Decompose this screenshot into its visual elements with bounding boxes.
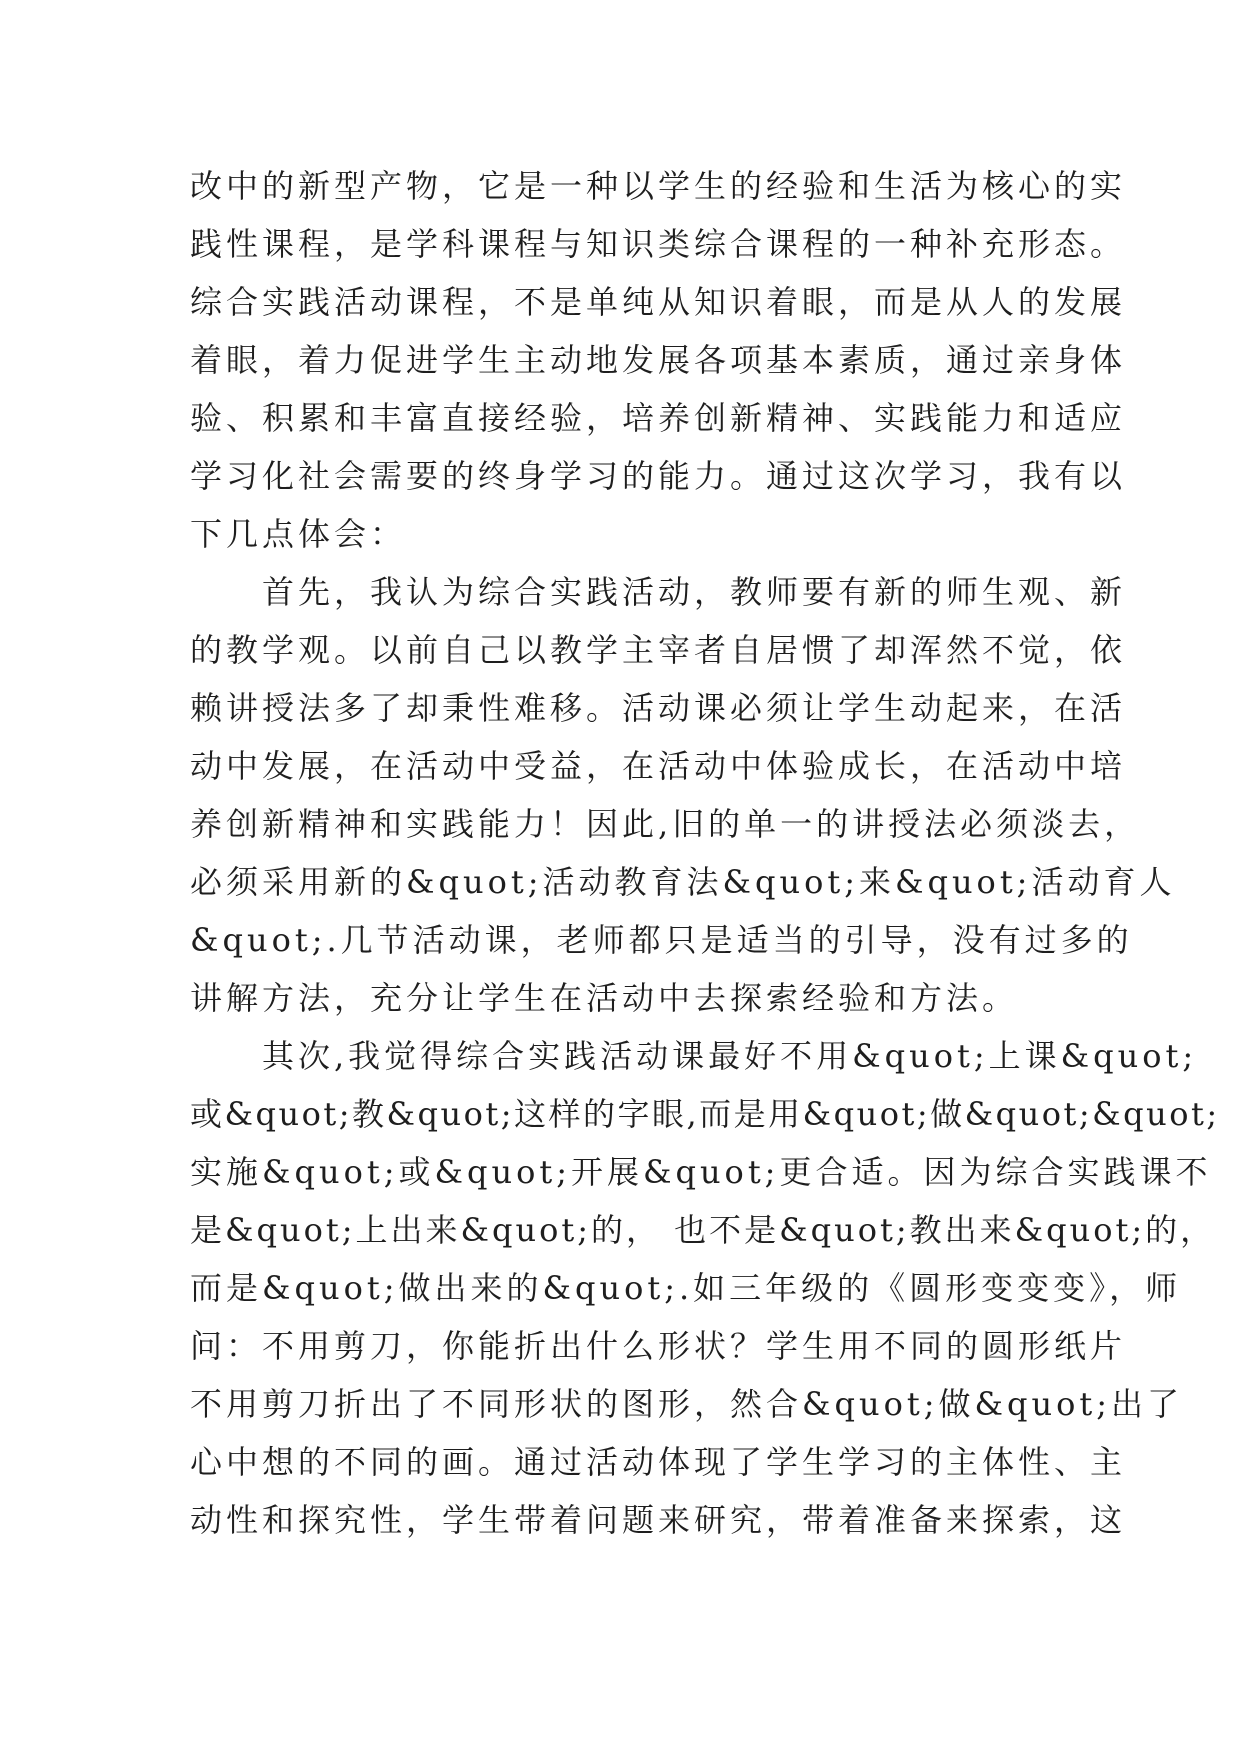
text-line: 践性课程，是学科课程与知识类综合课程的一种补充形态。 <box>190 225 1127 263</box>
text-line: 综合实践活动课程，不是单纯从知识着眼，而是从人的发展 <box>190 283 1127 321</box>
text-line: 动中发展，在活动中受益，在活动中体验成长，在活动中培 <box>190 747 1127 785</box>
text-line: 首先，我认为综合实践活动，教师要有新的师生观、新 <box>190 573 1127 611</box>
text-line: 学习化社会需要的终身学习的能力。通过这次学习，我有以 <box>190 457 1127 495</box>
text-line: 讲解方法，充分让学生在活动中去探索经验和方法。 <box>190 979 1019 1017</box>
text-line: 其次,我觉得综合实践活动课最好不用&quot;上课&quot; <box>190 1037 1198 1075</box>
text-line: 心中想的不同的画。通过活动体现了学生学习的主体性、主 <box>190 1443 1127 1481</box>
text-line: 动性和探究性，学生带着问题来研究，带着准备来探索，这 <box>190 1501 1127 1539</box>
text-line: 必须采用新的&quot;活动教育法&quot;来&quot;活动育人 <box>190 863 1176 901</box>
text-line: 是&quot;上出来&quot;的， 也不是&quot;教出来&quot;的， <box>190 1211 1216 1249</box>
text-line: 着眼，着力促进学生主动地发展各项基本素质，通过亲身体 <box>190 341 1127 379</box>
text-line: 或&quot;教&quot;这样的字眼,而是用&quot;做&quot;&quot; <box>190 1095 1220 1133</box>
text-line: 改中的新型产物，它是一种以学生的经验和生活为核心的实 <box>190 167 1127 205</box>
text-line: 的教学观。以前自己以教学主宰者自居惯了却浑然不觉，依 <box>190 631 1127 669</box>
text-line: 下几点体会： <box>190 515 407 553</box>
body-text <box>190 157 1220 1549</box>
text-line: 赖讲授法多了却秉性难移。活动课必须让学生动起来，在活 <box>190 689 1127 727</box>
text-line: 验、积累和丰富直接经验，培养创新精神、实践能力和适应 <box>190 399 1127 437</box>
text-line: 养创新精神和实践能力！因此,旧的单一的讲授法必须淡去， <box>190 805 1141 843</box>
text-line: 而是&quot;做出来的&quot;.如三年级的《圆形变变变》，师 <box>190 1269 1182 1307</box>
text-line: 实施&quot;或&quot;开展&quot;更合适。因为综合实践课不 <box>190 1153 1212 1191</box>
text-line: 问：不用剪刀，你能折出什么形状？学生用不同的圆形纸片 <box>190 1327 1127 1365</box>
text-line: &quot;.几节活动课，老师都只是适当的引导，没有过多的 <box>190 921 1133 959</box>
text-line: 不用剪刀折出了不同形状的图形，然合&quot;做&quot;出了 <box>190 1385 1183 1423</box>
